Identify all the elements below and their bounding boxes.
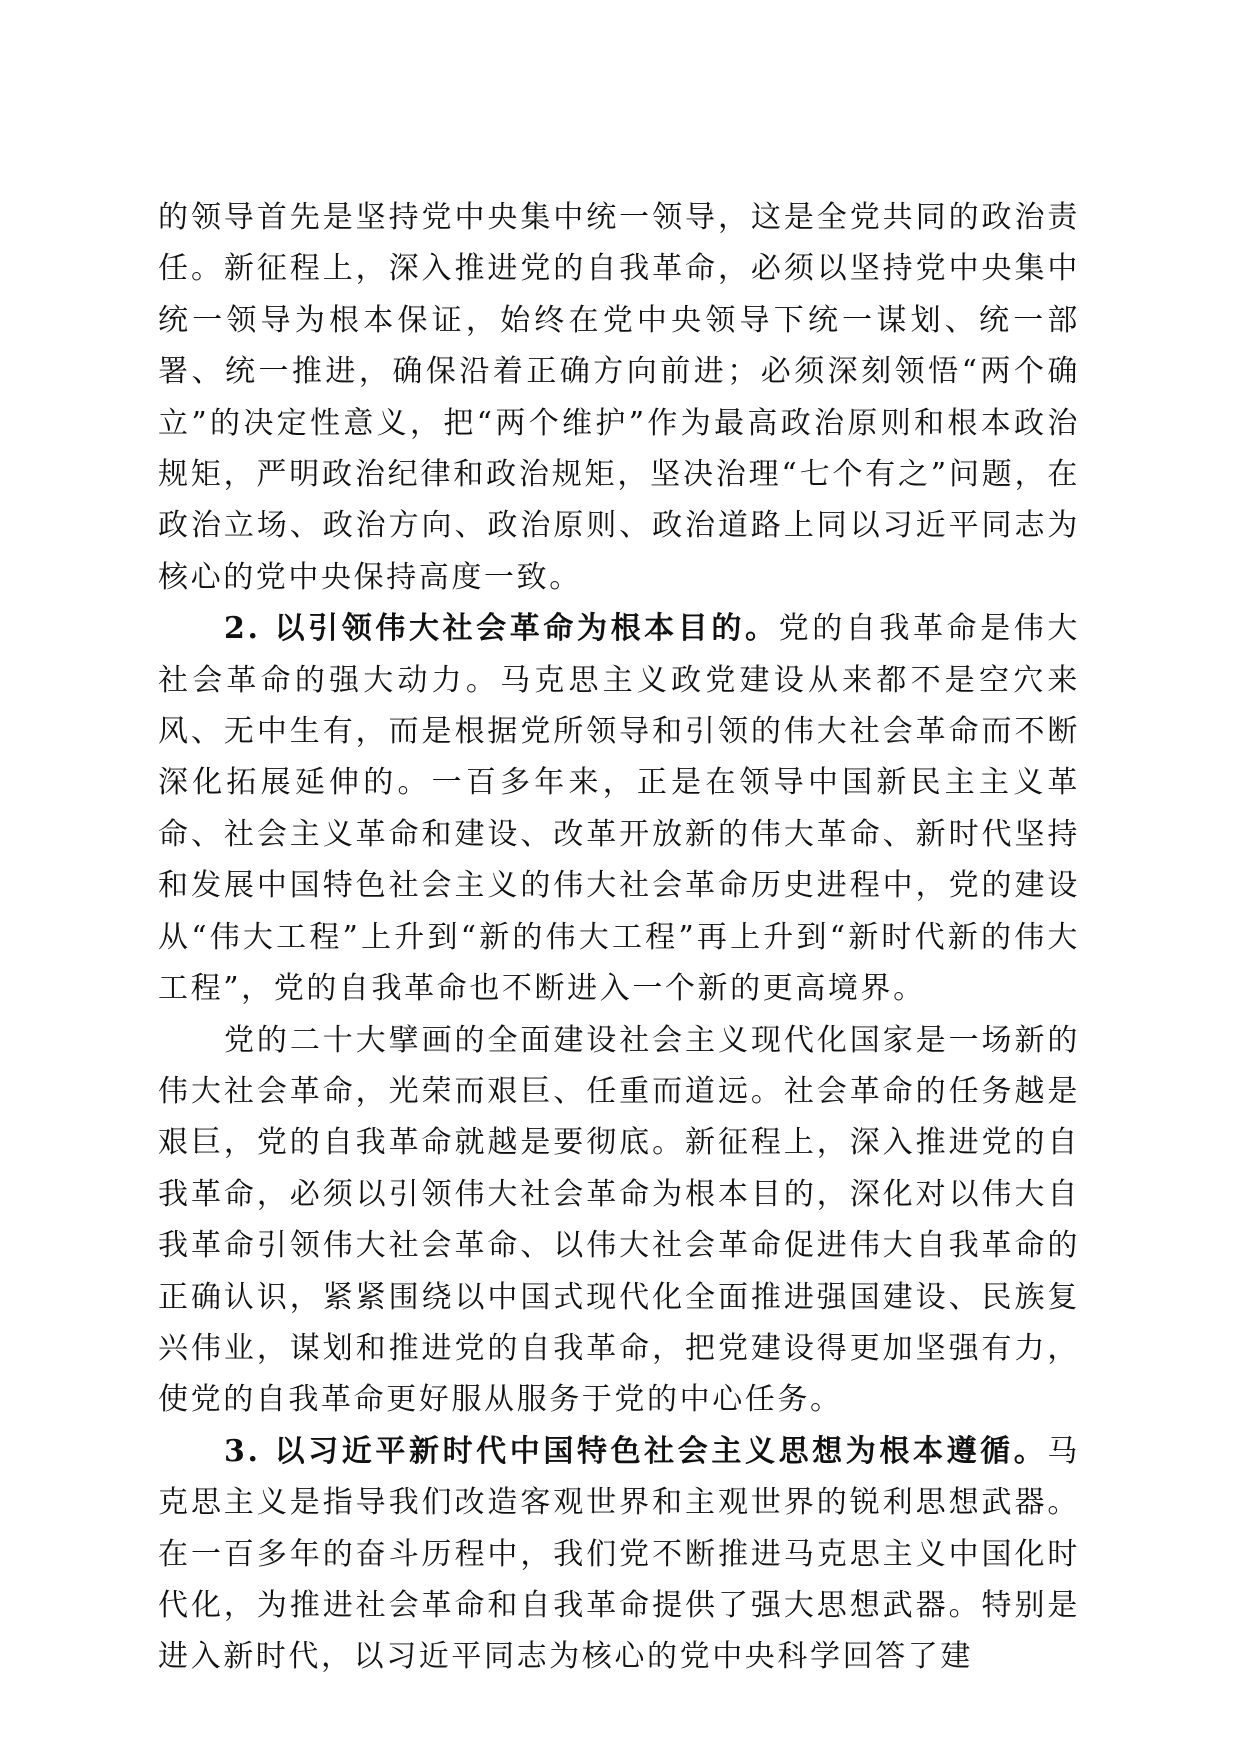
paragraph-continuation bbox=[158, 192, 1080, 603]
paragraph-text: 党的二十大擘画的全面建设社会主义现代化国家是一场新的伟大社会革命，光荣而艰巨、任重而道远。社会革命的任务越是艰巨，党的自我革命就越是要彻底。新征程上，深入推进党的自我革命，必须以引领伟大社会革命为根本目的，深化对以伟大自我革命引领伟大社会革命、以伟大社会革命促进伟大自我革命的正确认识，紧紧围绕以中国式现代化全面推进强国建设、民族复兴伟业，谋划和推进党的自我革命，把党建设得更加坚强有力，使党的自我革命更好服从服务于党的中心任务。 bbox=[158, 1022, 1080, 1418]
section-heading-3: 3. 以习近平新时代中国特色社会主义思想为根本遵循。 bbox=[224, 1433, 1048, 1469]
section-heading-2: 2. 以引领伟大社会革命为根本目的。 bbox=[224, 611, 779, 647]
paragraph-text: 的领导首先是坚持党中央集中统一领导，这是全党共同的政治责任。新征程上，深入推进党的自我革命，必须以坚持党中央集中统一领导为根本保证，始终在党中央领导下统一谋划、统一部署、统一推进，确保沿着正确方向前进；必须深刻领悟“两个确立”的决定性意义，把“两个维护”作为最高政治原则和根本政治规矩，严明政治纪律和政治规矩，坚决治理“七个有之”问题，在政治立场、政治方向、政治原则、政治道路上同以习近平同志为核心的党中央保持高度一致。 bbox=[158, 200, 1080, 595]
document-body bbox=[158, 192, 1080, 1683]
paragraph-text: 党的自我革命是伟大社会革命的强大动力。马克思主义政党建设从来都不是空穴来风、无中生有，而是根据党所领导和引领的伟大社会革命而不断深化拓展延伸的。一百多年来，正是在领导中国新民主主义革命、社会主义革命和建设、改革开放新的伟大革命、新时代坚持和发展中国特色社会主义的伟大社会革命历史进程中，党的建设从“伟大工程”上升到“新的伟大工程”再上升到“新时代新的伟大工程”，党的自我革命也不断进入一个新的更高境界。 bbox=[158, 611, 1081, 1007]
paragraph-text: 马克思主义是指导我们改造客观世界和主观世界的锐利思想武器。在一百多年的奋斗历程中，我们党不断推进马克思主义中国化时代化，为推进社会革命和自我革命提供了强大思想武器。特别是进入新时代，以习近平同志为核心的党中央科学回答了建 bbox=[158, 1433, 1080, 1675]
paragraph-section-2 bbox=[158, 603, 1080, 1014]
paragraph-section-2-continued bbox=[158, 1015, 1080, 1426]
paragraph-section-3 bbox=[158, 1426, 1080, 1683]
